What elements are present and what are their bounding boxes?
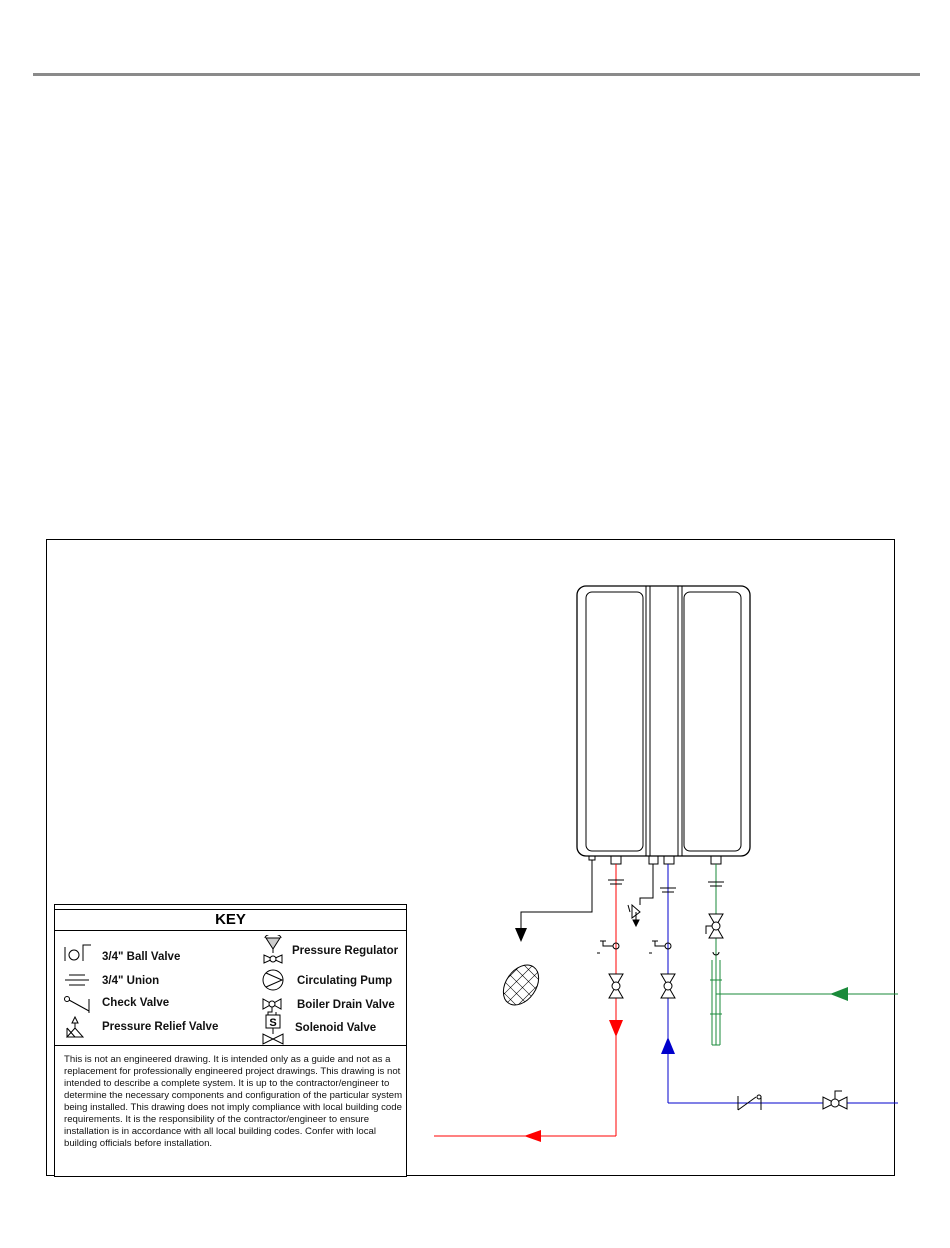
union-icon [63, 971, 93, 989]
circulating-pump-icon [260, 968, 288, 992]
ball-valve-icon [706, 914, 723, 938]
ball-valve-icon [823, 1091, 847, 1109]
ball-valve-icon [609, 974, 623, 998]
gas-supply-line [706, 864, 898, 1045]
water-heater-unit [577, 586, 750, 864]
cold-inlet-arrow-icon [661, 1037, 675, 1054]
key-label-solenoid-valve: Solenoid Valve [295, 1022, 377, 1034]
pressure-relief-valve-icon [63, 1015, 93, 1039]
pressure-regulator-icon [260, 935, 288, 965]
key-label-union: 3/4" Union [102, 975, 160, 987]
check-valve-icon [63, 993, 93, 1015]
key-label-boiler-drain-valve: Boiler Drain Valve [297, 999, 395, 1011]
solenoid-valve-icon [260, 1014, 290, 1046]
ball-valve-icon [63, 941, 93, 963]
key-label-pressure-relief-valve: Pressure Relief Valve [102, 1021, 219, 1033]
key-label-ball-valve: 3/4" Ball Valve [102, 951, 181, 963]
gas-inlet-arrow-icon [830, 987, 848, 1001]
key-title-rule [55, 909, 406, 910]
key-legend [54, 904, 407, 1177]
disclaimer-text: This is not an engineered drawing. It is intended only as a guide and not as a replacement for professionally engineered project drawings. This drawing is not intended to describe a complete system. It is up to the contractor/engineer to determine the necessary components and configuration of the particular system being installed. This drawing does not imply compliance with local building code requirements. It is the responsibility of the contractor/engineer to ensure installation is in accordance with all local building codes. Confer with local building officials before installation. [64, 1054, 403, 1149]
condensate-drain-line [490, 860, 592, 1024]
key-divider [55, 1045, 406, 1046]
hot-outlet-arrow-icon [609, 1020, 623, 1037]
drain-arrow-icon [515, 928, 527, 942]
ball-valve-icon [661, 974, 675, 998]
pressure-relief-valve [628, 864, 653, 926]
key-label-check-valve: Check Valve [102, 997, 170, 1009]
key-label-circulating-pump: Circulating Pump [297, 975, 393, 987]
key-label-pressure-regulator: Pressure Regulator [292, 945, 399, 957]
hot-water-outlet-line [434, 864, 624, 1142]
floor-drain-icon [496, 958, 546, 1011]
hot-supply-arrow-icon [524, 1130, 541, 1142]
solenoid-letter: S [269, 1017, 277, 1029]
key-title: KEY [55, 911, 406, 931]
cold-water-inlet-line [649, 864, 898, 1110]
